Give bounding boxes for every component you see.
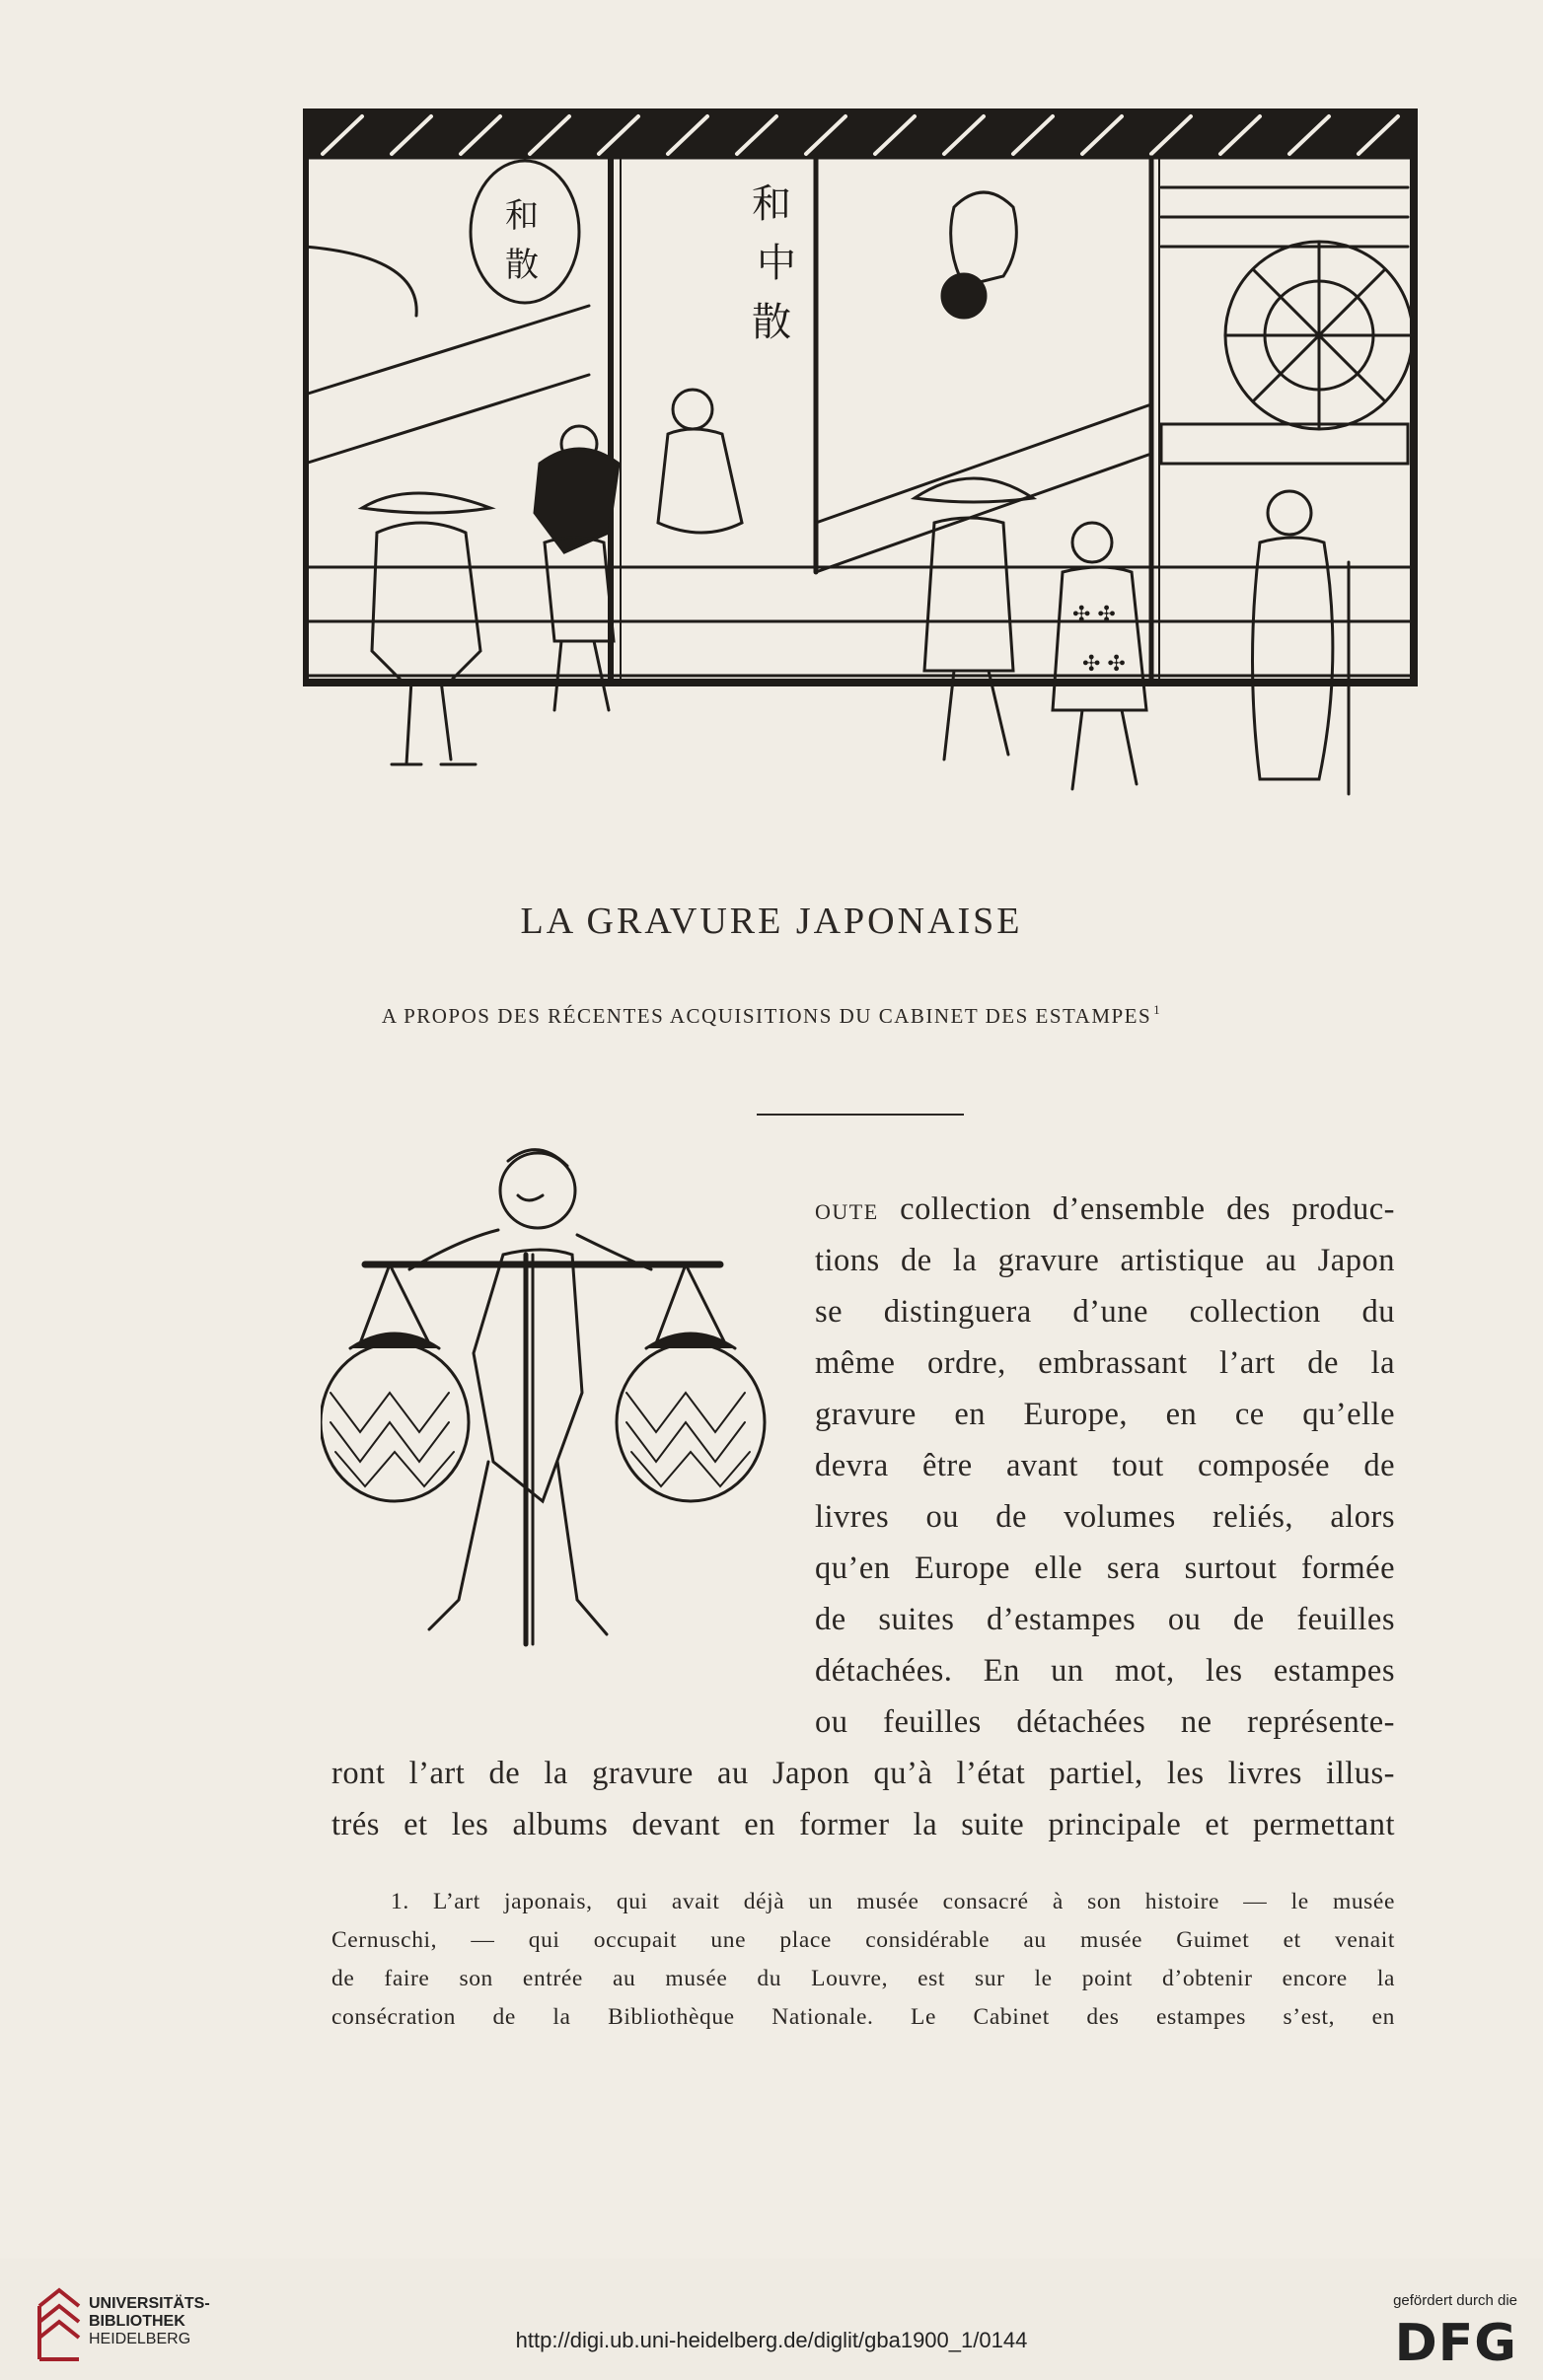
body-line-6: devra être avant tout composée de: [815, 1448, 1395, 1483]
svg-text:中: 中: [757, 241, 796, 286]
university-name-line-2: BIBLIOTHEK: [89, 2313, 185, 2330]
svg-text:散: 散: [505, 246, 539, 285]
permalink-url[interactable]: http://digi.ub.uni-heidelberg.de/diglit/gba1900_1/0144: [515, 2328, 1028, 2352]
drop-cap-word: OUTE: [815, 1199, 879, 1224]
subtitle-text: A PROPOS DES RÉCENTES ACQUISITIONS DU CABINET DES ESTAMPES: [381, 1004, 1152, 1028]
body-line-3: se distinguera d’une collection du: [815, 1294, 1395, 1330]
footnote-line-4: consécration de la Bibliothèque Nationale. Le Cabinet des estampes s’est, en: [331, 2004, 1395, 2030]
title-rule: [757, 1114, 964, 1116]
svg-text:散: 散: [752, 300, 791, 345]
article-subtitle: [0, 1002, 1543, 1029]
porter-illustration: [321, 1136, 804, 1649]
body-line-13: trés et les albums devant en former la suite principale et permettant: [331, 1807, 1395, 1842]
university-name-line-3: HEIDELBERG: [89, 2331, 191, 2347]
body-line-10: détachées. En un mot, les estampes: [815, 1653, 1395, 1689]
dfg-logo: DFG: [1394, 2314, 1517, 2373]
body-line-2: tions de la gravure artistique au Japon: [815, 1243, 1395, 1278]
footnote-line-2: Cernuschi, — qui occupait une place considérable au musée Guimet et venait: [331, 1927, 1395, 1953]
sponsor-label: gefördert durch die: [1393, 2292, 1517, 2309]
body-line-4: même ordre, embrassant l’art de la: [815, 1345, 1395, 1381]
svg-text:和: 和: [752, 181, 791, 227]
footnote-marker: 1: [1153, 1002, 1162, 1017]
body-line-1-text: collection d’ensemble des produc-: [900, 1191, 1395, 1227]
body-line-8: qu’en Europe elle sera surtout formée: [815, 1551, 1395, 1586]
university-name-line-1: UNIVERSITÄTS-: [89, 2295, 210, 2312]
article-title: LA GRAVURE JAPONAISE: [520, 901, 1023, 942]
svg-text:和: 和: [505, 196, 539, 236]
svg-text:✣ ✣: ✣ ✣: [1082, 652, 1126, 677]
footnote-line-3: de faire son entrée au musée du Louvre, est sur le point d’obtenir encore la: [331, 1966, 1395, 1991]
body-line-5: gravure en Europe, en ce qu’elle: [815, 1397, 1395, 1432]
footnote-line-1: 1. L’art japonais, qui avait déjà un musée consacré à son histoire — le musée: [391, 1889, 1395, 1914]
woodblock-street-scene-illustration: [303, 108, 1418, 799]
digitization-footer: [0, 2259, 1543, 2380]
body-line-12: ront l’art de la gravure au Japon qu’à l’état partiel, les livres illus-: [331, 1756, 1395, 1791]
body-line-7: livres ou de volumes reliés, alors: [815, 1499, 1395, 1535]
body-line-1: [815, 1191, 1395, 1228]
body-line-9: de suites d’estampes ou de feuilles: [815, 1602, 1395, 1637]
svg-text:✣ ✣: ✣ ✣: [1072, 603, 1116, 627]
body-line-11: ou feuilles détachées ne représente-: [815, 1704, 1395, 1740]
